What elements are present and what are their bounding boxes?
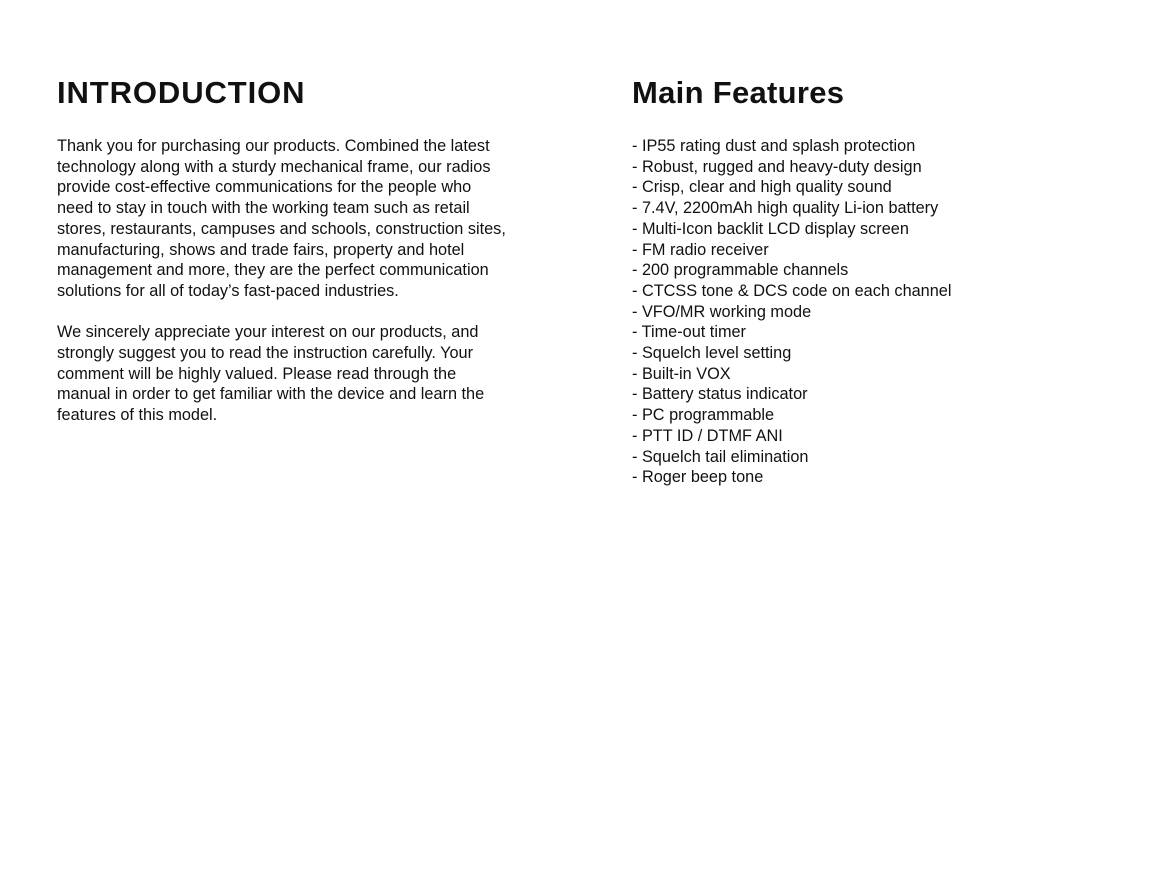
feature-item: - Multi-Icon backlit LCD display screen [632, 219, 909, 238]
main-features-heading: Main Features [632, 75, 845, 110]
paragraph-line: strongly suggest you to read the instruction carefully. Your [57, 344, 474, 363]
feature-item: - 7.4V, 2200mAh high quality Li-ion battery [632, 199, 939, 218]
paragraph-line: solutions for all of today’s fast-paced industries. [57, 281, 399, 300]
feature-item: - VFO/MR working mode [632, 302, 812, 321]
paragraph-line: provide cost-effective communications for the people who [57, 178, 472, 197]
introduction-section [57, 74, 572, 426]
features-list [632, 136, 1152, 488]
paragraph-line: stores, restaurants, campuses and schools, construction sites, [57, 219, 506, 238]
paragraph-line: Thank you for purchasing our products. Combined the latest [57, 137, 490, 155]
feature-item: - 200 programmable channels [632, 261, 849, 280]
feature-item: - FM radio receiver [632, 240, 769, 259]
feature-item: - Squelch level setting [632, 344, 792, 363]
paragraph-line: technology along with a sturdy mechanical frame, our radios [57, 157, 491, 176]
feature-item: - PTT ID / DTMF ANI [632, 426, 783, 445]
feature-item: - Robust, rugged and heavy-duty design [632, 157, 922, 176]
feature-item: - IP55 rating dust and splash protection [632, 137, 916, 155]
paragraph-line: need to stay in touch with the working team such as retail [57, 199, 470, 218]
feature-item: - Crisp, clear and high quality sound [632, 178, 892, 197]
main-features-section [632, 74, 1152, 488]
introduction-heading: INTRODUCTION [57, 75, 306, 110]
paragraph-line: comment will be highly valued. Please read through the [57, 364, 457, 383]
feature-item: - PC programmable [632, 406, 775, 425]
introduction-paragraph-2 [57, 322, 572, 426]
paragraph-line: We sincerely appreciate your interest on our products, and [57, 323, 479, 342]
introduction-paragraph-1 [57, 136, 572, 302]
paragraph-line: manufacturing, shows and trade fairs, property and hotel [57, 240, 465, 259]
feature-item: - CTCSS tone & DCS code on each channel [632, 281, 952, 300]
paragraph-line: manual in order to get familiar with the device and learn the [57, 385, 485, 404]
feature-item: - Squelch tail elimination [632, 447, 809, 466]
feature-item: - Battery status indicator [632, 385, 808, 404]
feature-item: - Time-out timer [632, 323, 746, 342]
feature-item: - Roger beep tone [632, 468, 764, 487]
feature-item: - Built-in VOX [632, 364, 731, 383]
paragraph-line: management and more, they are the perfect communication [57, 261, 489, 280]
paragraph-line: features of this model. [57, 406, 218, 425]
